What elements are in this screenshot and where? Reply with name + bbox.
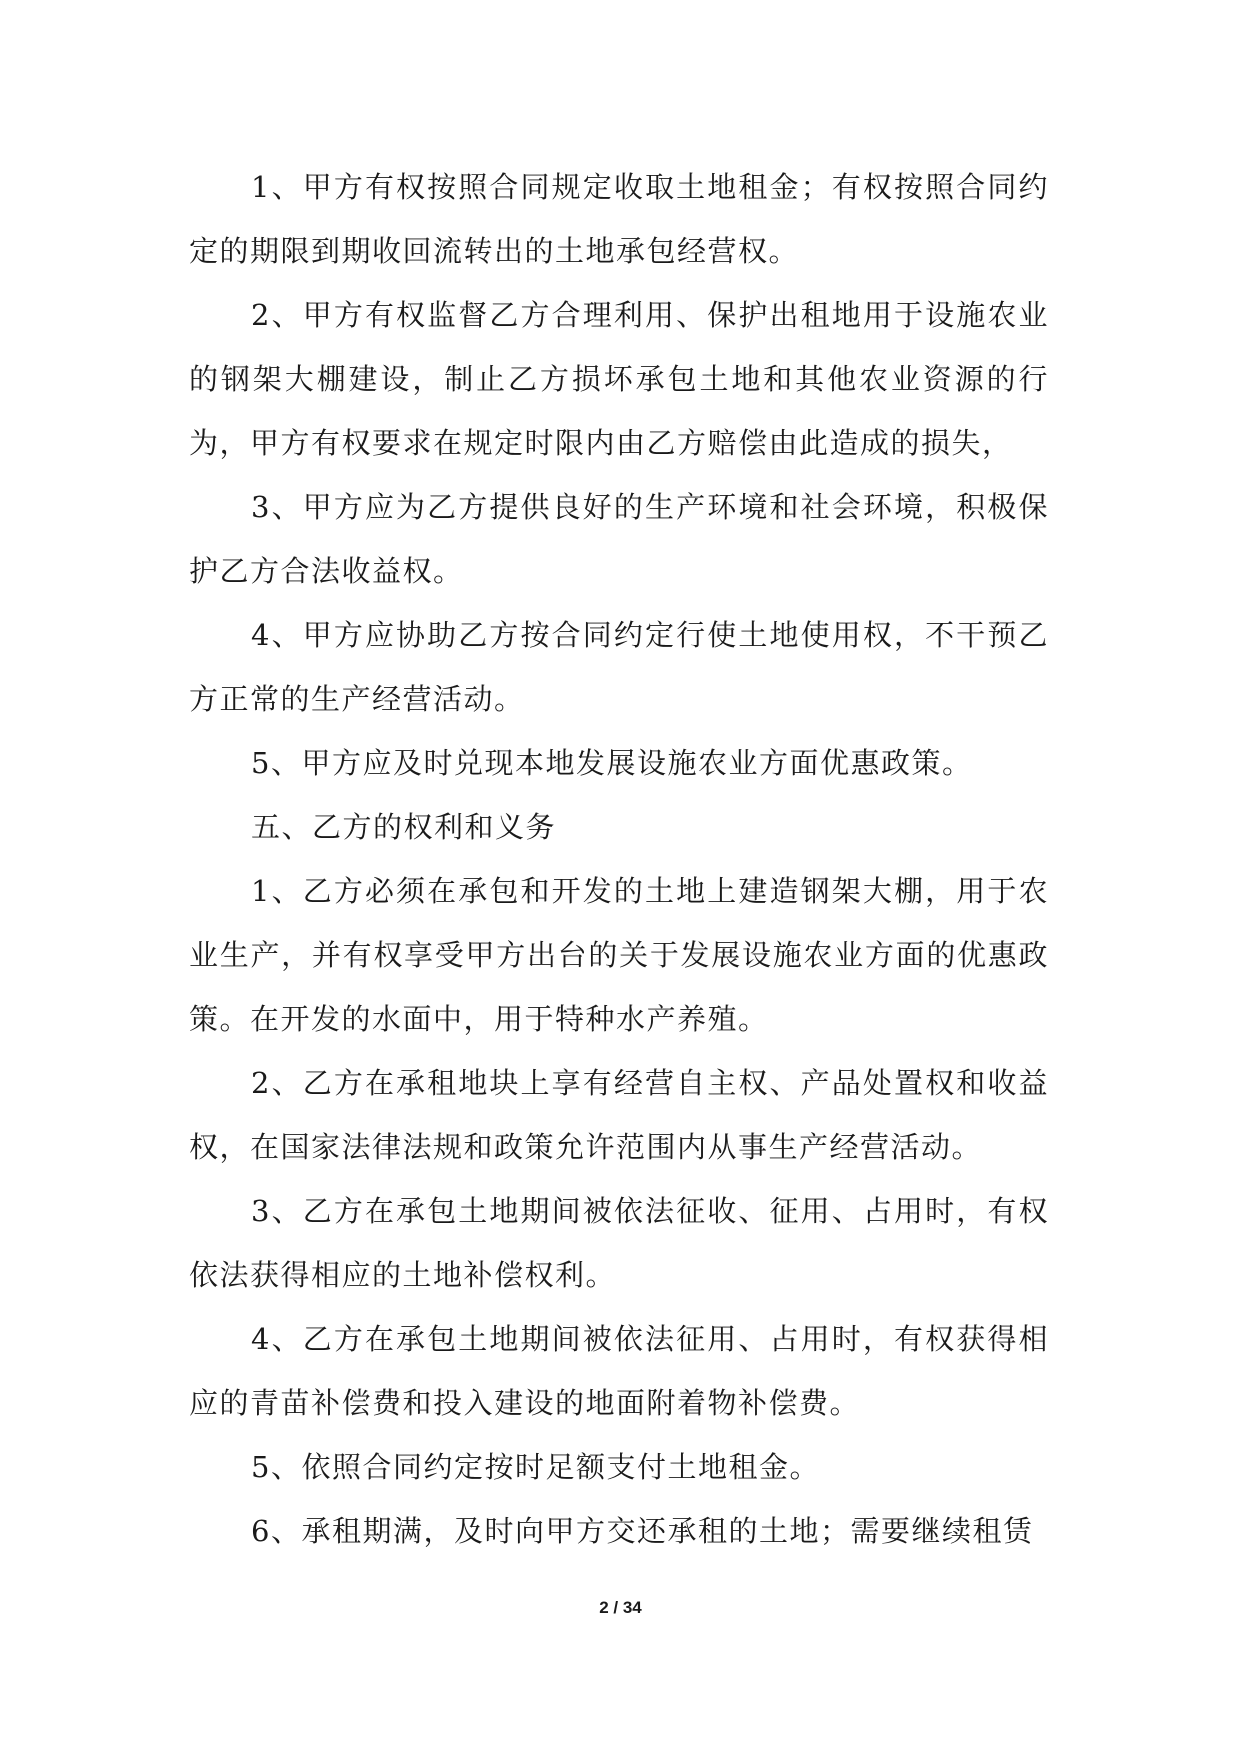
paragraph: 2、乙方在承租地块上享有经营自主权、产品处置权和收益权，在国家法律法规和政策允许范围内从事生产经营活动。 (189, 1066, 1049, 1164)
paragraph: 4、甲方应协助乙方按合同约定行使土地使用权，不干预乙方正常的生产经营活动。 (189, 618, 1049, 716)
paragraph: 2、甲方有权监督乙方合理利用、保护出租地用于设施农业的钢架大棚建设，制止乙方损坏承包土地和其他农业资源的行为，甲方有权要求在规定时限内由乙方赔偿由此造成的损失， (189, 298, 1049, 460)
paragraph: 3、乙方在承包土地期间被依法征收、征用、占用时，有权依法获得相应的土地补偿权利。 (189, 1194, 1049, 1292)
paragraph: 6、承租期满，及时向甲方交还承租的土地；需要继续租赁 (251, 1514, 1034, 1548)
paragraph: 1、乙方必须在承包和开发的土地上建造钢架大棚，用于农业生产，并有权享受甲方出台的关于发展设施农业方面的优惠政策。在开发的水面中，用于特种水产养殖。 (189, 874, 1049, 1036)
paragraph: 4、乙方在承包土地期间被依法征用、占用时，有权获得相应的青苗补偿费和投入建设的地面附着物补偿费。 (189, 1322, 1049, 1420)
paragraph: 5、甲方应及时兑现本地发展设施农业方面优惠政策。 (251, 746, 973, 780)
section-heading: 五、乙方的权利和义务 (251, 810, 557, 844)
paragraph: 5、依照合同约定按时足额支付土地租金。 (251, 1450, 820, 1484)
page-number: 2 / 34 (599, 1598, 642, 1617)
document-body (189, 155, 1049, 1563)
paragraph: 1、甲方有权按照合同规定收取土地租金；有权按照合同约定的期限到期收回流转出的土地承包经营权。 (189, 170, 1049, 268)
paragraph: 3、甲方应为乙方提供良好的生产环境和社会环境，积极保护乙方合法收益权。 (189, 490, 1049, 588)
